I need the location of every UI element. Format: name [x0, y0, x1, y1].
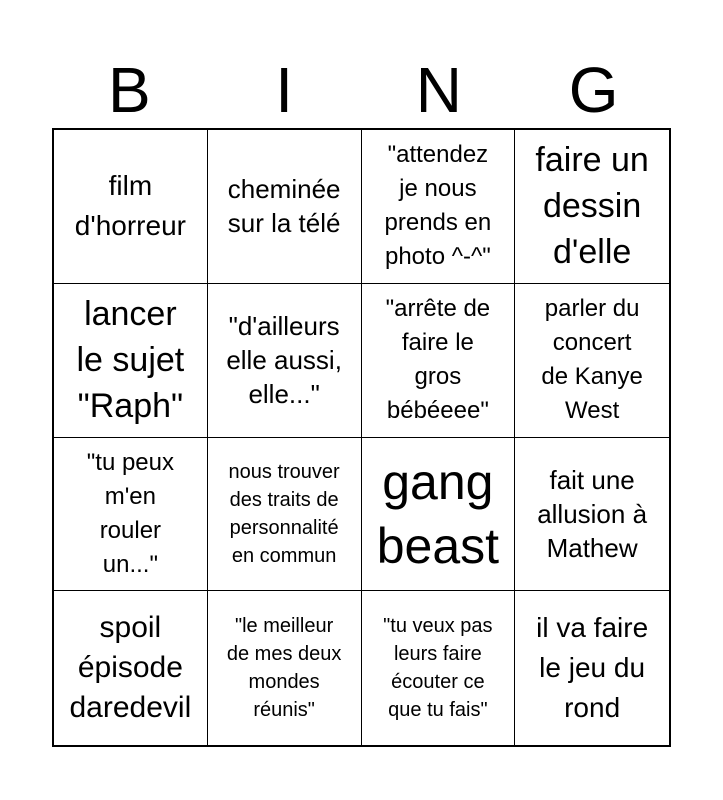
bingo-cell[interactable]: [515, 438, 669, 592]
cell-text: parler du concert de Kanye West: [541, 295, 643, 425]
title-letter-n: N: [415, 54, 462, 126]
bingo-cell[interactable]: [54, 130, 208, 284]
title-letter-b: B: [108, 54, 151, 126]
cell-text: "tu veux pas leurs faire écouter ce que tu fais": [383, 615, 493, 722]
bingo-cell[interactable]: [362, 591, 516, 745]
bingo-cell[interactable]: [515, 130, 669, 284]
cell-text: "tu peux m'en rouler un...": [86, 448, 174, 578]
bingo-cell[interactable]: [362, 284, 516, 438]
cell-text: faire un dessin d'elle: [535, 141, 649, 272]
cell-text: "arrête de faire le gros bébéeee": [385, 295, 491, 425]
bingo-cell[interactable]: [54, 591, 208, 745]
bingo-board: [52, 128, 671, 747]
bingo-cell[interactable]: [208, 284, 362, 438]
bingo-cell[interactable]: [515, 284, 669, 438]
cell-text: film d'horreur: [74, 170, 186, 242]
cell-text: spoil épisode daredevil: [69, 611, 192, 725]
cell-text: fait une allusion à Mathew: [537, 464, 648, 563]
bingo-cell[interactable]: [362, 438, 516, 592]
cell-text: nous trouver des traits de personnalité en commun: [228, 460, 340, 567]
bingo-cell[interactable]: [208, 130, 362, 284]
bingo-cell[interactable]: [54, 284, 208, 438]
bingo-cell[interactable]: [362, 130, 516, 284]
bingo-cell[interactable]: [515, 591, 669, 745]
bingo-cell[interactable]: [54, 438, 208, 592]
bingo-cell[interactable]: [208, 438, 362, 592]
title-letter-i: I: [275, 54, 294, 126]
cell-text: cheminée sur la télé: [227, 174, 341, 239]
cell-text: lancer le sujet "Raph": [76, 295, 185, 426]
cell-text: gang beast: [376, 453, 500, 574]
cell-text: "le meilleur de mes deux mondes réunis": [226, 615, 342, 722]
bingo-cell[interactable]: [208, 591, 362, 745]
bingo-title: [52, 52, 671, 128]
cell-text: "attendez je nous prends en photo ^-^": [384, 141, 492, 271]
title-letter-g: G: [568, 54, 619, 126]
cell-text: il va faire le jeu du rond: [536, 612, 649, 724]
cell-text: "d'ailleurs elle aussi, elle...": [226, 311, 342, 410]
